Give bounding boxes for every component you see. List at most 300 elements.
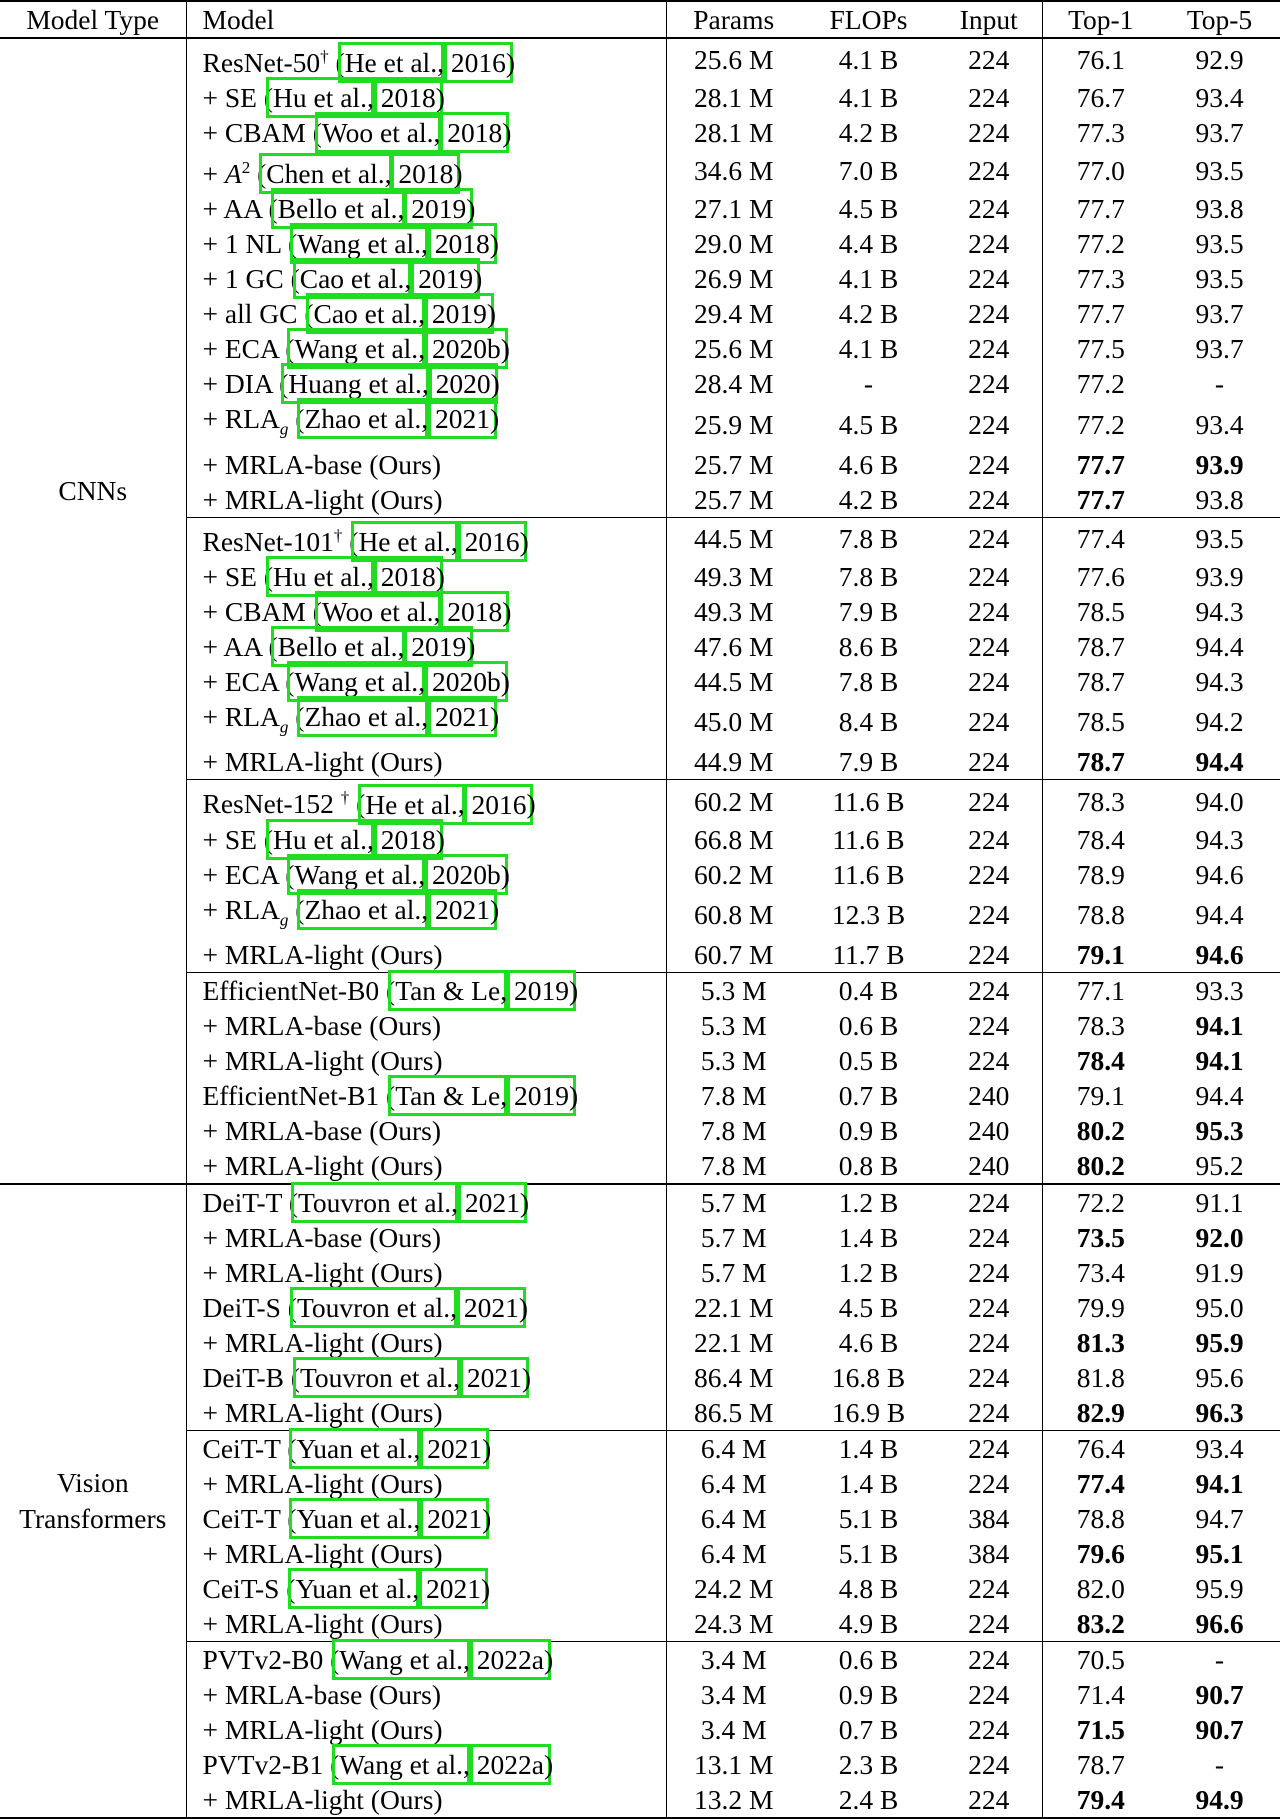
params-cell: 7.8 M [666,1113,801,1148]
top5-cell: 94.0 [1159,780,1280,822]
model-label-part: ) [500,665,510,697]
top1-cell: 78.9 [1042,857,1159,892]
input-cell: 224 [968,448,1010,480]
column-header-top5: Top-5 [1159,1,1280,38]
input-cell: 224 [968,333,1010,365]
model-label-part: ( [250,158,267,190]
table-row [0,1677,1280,1712]
model-label-part: + MRLA-light (Ours) [202,1257,443,1289]
top5-cell: 95.9 [1195,1327,1244,1359]
input-cell: 224 [968,117,1010,149]
model-label-part: ) [521,1362,532,1394]
input-cell: 224 [968,1608,1010,1640]
model-label-part: ( [328,47,345,79]
flops-cell: 2.4 B [838,1784,899,1816]
model-cell [186,191,666,226]
table-row [0,226,1280,261]
column-header-top1: Top-1 [1042,1,1159,38]
top1-cell: 77.5 [1042,331,1159,366]
flops-cell: 4.1 B [838,263,899,295]
citation-link[interactable]: 2019 [411,258,480,299]
params-cell: 6.4 M [666,1431,801,1467]
citation-link[interactable]: 2019 [404,626,473,667]
citation-link[interactable]: Wang et al. [287,328,425,369]
citation-link[interactable]: 2021 [420,1498,489,1539]
table-row [0,1536,1280,1571]
table-row [0,482,1280,518]
citation-link[interactable]: Tan & Le [388,970,507,1011]
model-label-part: , [418,298,432,330]
model-cell [186,482,666,518]
model-label-part: , [450,1292,464,1324]
top1-cell: 71.4 [1042,1677,1159,1712]
citation-link[interactable]: 2021 [420,1428,489,1469]
citation-link[interactable]: Zhao et al. [297,398,428,439]
top1-cell: 77.7 [1042,447,1159,482]
top5-cell: 93.7 [1195,298,1244,330]
params-cell: 60.8 M [666,892,801,938]
top5-cell: 94.3 [1195,823,1244,855]
model-label-part: ) [544,1749,554,1781]
top5-cell: 94.4 [1195,1080,1244,1112]
params-cell: 13.1 M [666,1747,801,1782]
input-cell: 224 [968,665,1010,697]
table-row [0,822,1280,857]
model-cell [186,150,666,191]
top5-cell: 93.5 [1195,263,1244,295]
params-cell: 49.3 M [666,594,801,629]
flops-cell: 0.7 B [838,1080,899,1112]
citation-link[interactable]: Yuan et al. [289,1498,420,1539]
model-label-part: DeiT-S ( [202,1292,297,1324]
flops-cell: 0.8 B [838,1150,899,1182]
flops-cell: - [863,368,874,400]
flops-cell: 7.8 B [838,665,899,697]
flops-cell: 7.8 B [801,517,936,559]
flops-cell: 4.8 B [838,1573,899,1605]
top5-cell: 94.9 [1195,1784,1244,1816]
model-cell [186,699,666,745]
model-label-part: + ECA ( [202,333,295,365]
top5-cell: 94.6 [1195,939,1244,971]
params-cell: 5.7 M [666,1220,801,1255]
model-cell [186,401,666,447]
model-label-part: + ECA ( [202,858,295,890]
citation-link[interactable]: 2018 [440,591,509,632]
citation-link[interactable]: Wang et al. [332,1744,470,1785]
model-label-part: + SE ( [202,82,274,114]
params-cell: 28.1 M [666,115,801,150]
citation-link[interactable]: 2021 [419,1568,488,1609]
top1-cell: 78.8 [1042,892,1159,938]
input-cell: 224 [968,1292,1010,1324]
model-label-part: EfficientNet-B1 ( [202,1080,396,1112]
model-label-part: + [202,158,225,190]
top5-cell: 94.4 [1195,746,1244,778]
model-label-part: ) [482,1503,492,1535]
citation-link[interactable]: Yuan et al. [289,1428,420,1469]
flops-cell: 8.6 B [838,630,899,662]
citation-link[interactable]: Tan & Le [388,1075,507,1116]
citation-link[interactable]: Touvron et al. [291,1182,458,1223]
flops-cell: 8.4 B [838,706,899,738]
citation-link[interactable]: 2020b [425,661,508,702]
model-label-part: , [421,893,436,925]
model-cell [186,1078,666,1113]
model-label-part: + MRLA-base (Ours) [202,1010,442,1042]
model-label-part: ) [490,700,500,732]
flops-cell: 4.4 B [838,228,899,260]
subscript: g [279,717,289,737]
flops-cell: 12.3 B [831,898,906,930]
citation-link[interactable]: He et al. [351,521,457,562]
model-label-part: , [384,158,399,190]
citation-link[interactable]: He et al. [338,42,444,83]
citation-link[interactable]: Woo et al. [315,112,441,153]
citation-link[interactable]: 2021 [458,1182,527,1223]
model-label-part: ) [490,403,500,435]
citation-link[interactable]: Wang et al. [287,661,425,702]
model-label-part: CeiT-T ( [202,1433,297,1465]
flops-cell: 5.1 B [838,1503,899,1535]
flops-cell: 7.0 B [838,155,899,187]
params-cell: 26.9 M [666,261,801,296]
table-row [0,1395,1280,1431]
model-label-part: + CBAM ( [202,595,322,627]
model-label-part: , [413,1433,428,1465]
model-label-part: , [412,1573,427,1605]
top1-cell: 79.9 [1042,1290,1159,1325]
input-cell: 240 [968,1080,1010,1112]
flops-cell: 0.5 B [838,1045,899,1077]
top5-cell: 94.7 [1195,1503,1244,1535]
top1-cell: 77.6 [1042,559,1159,594]
flops-cell: 16.8 B [831,1362,906,1394]
citation-link[interactable]: 2019 [507,1075,576,1116]
model-label-part: ) [490,368,500,400]
citation-link[interactable]: Hu et al. [266,819,374,860]
model-label-part: ( [288,403,305,435]
top5-cell: 96.6 [1195,1608,1244,1640]
model-label-part: + MRLA-light (Ours) [202,1608,443,1640]
model-label-part: ) [505,47,515,79]
citation-link[interactable]: 2018 [428,223,497,264]
model-label-part: , [453,1362,467,1394]
input-cell: 224 [936,1642,1042,1678]
input-cell: 224 [968,1327,1010,1359]
table-row [0,331,1280,366]
input-cell: 224 [936,1184,1042,1220]
top1-cell: 77.3 [1042,115,1159,150]
citation-link[interactable]: 2016 [458,521,527,562]
params-cell: 47.6 M [666,629,801,664]
params-cell: 29.4 M [666,296,801,331]
model-cell [186,1466,666,1501]
subscript: g [279,910,289,930]
params-cell: 6.4 M [666,1466,801,1501]
flops-cell: 7.8 B [838,560,899,592]
citation-link[interactable]: 2021 [428,889,497,930]
citation-link[interactable]: 2018 [374,819,443,860]
top5-cell: 93.4 [1195,408,1244,440]
params-cell: 24.3 M [666,1606,801,1642]
table-row [0,1606,1280,1642]
model-cell [186,1536,666,1571]
top1-cell: 78.5 [1042,594,1159,629]
flops-cell: 4.9 B [838,1608,899,1640]
citation-link[interactable]: Huang et al. [281,363,429,404]
flops-cell: 1.2 B [838,1257,899,1289]
model-label-part: ) [481,1573,491,1605]
citation-link[interactable]: 2021 [428,398,497,439]
model-cell [186,1325,666,1360]
citation-link[interactable]: 2021 [457,1287,526,1328]
flops-cell: 4.2 B [838,117,899,149]
model-cell [186,1113,666,1148]
model-cell [186,80,666,115]
table-row [0,664,1280,699]
table-row [0,447,1280,482]
params-cell: 34.6 M [666,150,801,191]
model-cell [186,892,666,938]
model-label-part: + RLA [202,700,280,732]
model-type-label: Vision Transformers [19,1467,167,1535]
table-row [0,1008,1280,1043]
input-cell: 384 [968,1503,1010,1535]
top1-cell: 83.2 [1042,1606,1159,1642]
citation-link[interactable]: 2016 [464,784,533,825]
top1-cell: 82.9 [1042,1395,1159,1431]
input-cell: 224 [968,1468,1010,1500]
model-cell [186,664,666,699]
model-cell [186,857,666,892]
input-cell: 224 [968,1679,1010,1711]
table-row [0,1431,1280,1467]
flops-cell: 11.7 B [832,939,905,971]
table-row [0,115,1280,150]
superscript: † [320,47,329,66]
model-type-cell [0,1184,186,1818]
top5-cell: 95.1 [1195,1538,1244,1570]
model-cell [186,1571,666,1606]
model-label-part: + MRLA-light (Ours) [202,1714,443,1746]
model-label-part: ResNet-101 [202,525,334,557]
citation-link[interactable]: 2022a [470,1639,551,1680]
model-label-part: , [366,823,381,855]
citation-link[interactable]: 2021 [428,696,497,737]
model-label-part: ) [435,560,445,592]
citation-link[interactable]: 2020 [429,363,498,404]
table-row [0,1501,1280,1536]
input-cell: 224 [968,368,1010,400]
citation-link[interactable]: Chen et al. [259,153,391,194]
model-label-part: + MRLA-light (Ours) [202,1784,443,1816]
flops-cell: 4.6 B [838,1327,899,1359]
citation-link[interactable]: Bello et al. [271,626,405,667]
model-label-part: + CBAM ( [202,117,322,149]
citation-link[interactable]: 2016 [444,42,513,83]
table-row [0,191,1280,226]
input-cell: 224 [968,1010,1010,1042]
flops-cell: 1.4 B [838,1468,899,1500]
top5-cell: 90.7 [1195,1679,1244,1711]
model-label-part: DeiT-T ( [202,1187,298,1219]
citation-link[interactable]: 2019 [404,188,473,229]
top5-cell: - [1214,368,1225,400]
citation-link[interactable]: Yuan et al. [288,1568,419,1609]
top1-cell: 73.4 [1042,1255,1159,1290]
top5-cell: 93.7 [1195,117,1244,149]
top5-cell: 92.0 [1195,1222,1244,1254]
model-label-part: + MRLA-base (Ours) [202,448,442,480]
citation-link[interactable]: He et al. [358,784,464,825]
model-label-part: DeiT-B ( [202,1362,301,1394]
table-row [0,150,1280,191]
model-label-part: + MRLA-light (Ours) [202,1327,443,1359]
top1-cell: 71.5 [1042,1712,1159,1747]
top5-cell: 96.3 [1195,1397,1244,1429]
top5-cell: 95.3 [1195,1115,1244,1147]
model-label-part: PVTv2-B0 ( [202,1644,340,1676]
model-label-part: ResNet-152 [202,788,341,820]
citation-link[interactable]: 2018 [374,77,443,118]
model-label-part: CeiT-T ( [202,1503,297,1535]
input-cell: 224 [968,939,1010,971]
citation-link[interactable]: Cao et al. [293,258,412,299]
top5-cell: 93.9 [1195,448,1244,480]
model-label-part: + SE ( [202,560,274,592]
top5-cell: 94.4 [1195,630,1244,662]
model-label-part: ) [466,630,476,662]
table-row [0,1255,1280,1290]
citation-link[interactable]: Bello et al. [271,188,405,229]
params-cell: 49.3 M [666,559,801,594]
model-label-part: + MRLA-light (Ours) [202,1397,443,1429]
top5-cell: 91.1 [1159,1184,1280,1220]
flops-cell: 16.9 B [831,1397,906,1429]
model-label-part: , [418,858,432,890]
model-label-part: ( [349,788,366,820]
model-label-part: + RLA [202,893,280,925]
model-cell [186,1043,666,1078]
citation-link[interactable]: Hu et al. [266,556,374,597]
params-cell: 60.7 M [666,937,801,973]
model-label-part: + AA ( [202,630,278,662]
input-cell: 224 [968,706,1010,738]
top5-cell: 90.7 [1195,1714,1244,1746]
citation-link[interactable]: 2018 [391,153,460,194]
input-cell: 224 [968,1222,1010,1254]
params-cell: 7.8 M [666,1148,801,1184]
model-label-part: ) [500,858,510,890]
model-label-part: ) [519,525,529,557]
top5-cell: 93.5 [1195,155,1244,187]
citation-link[interactable]: 2018 [374,556,443,597]
model-cell [186,1220,666,1255]
input-cell: 224 [968,298,1010,330]
citation-link[interactable]: Wang et al. [287,854,425,895]
flops-cell: 4.1 B [838,333,899,365]
model-label-part: , [421,368,436,400]
model-cell [186,1290,666,1325]
citation-link[interactable]: Zhao et al. [297,696,428,737]
table-row [0,38,1280,80]
table-row [0,296,1280,331]
citation-link[interactable]: 2019 [507,970,576,1011]
citation-link[interactable]: 2020b [425,854,508,895]
flops-cell: 4.2 B [838,483,899,515]
citation-link[interactable]: Touvron et al. [290,1287,457,1328]
input-cell: 224 [968,1573,1010,1605]
flops-cell: 11.6 B [832,823,905,855]
model-label-part: + MRLA-light (Ours) [202,1150,443,1182]
params-cell: 5.3 M [666,1043,801,1078]
model-cell [186,447,666,482]
table-row [0,744,1280,780]
model-label-part: , [500,1080,514,1112]
model-label-part: ( [288,893,305,925]
citation-link[interactable]: 2022a [470,1744,551,1785]
model-cell [186,594,666,629]
params-cell: 25.6 M [666,38,801,80]
model-label-part: , [397,630,412,662]
table-row [0,629,1280,664]
top5-cell: 93.3 [1159,973,1280,1009]
citation-link[interactable]: Touvron et al. [293,1357,460,1398]
model-label-part: ) [466,193,476,225]
model-cell [186,1008,666,1043]
table-row [0,1325,1280,1360]
table-row [0,517,1280,559]
model-cell [186,226,666,261]
table-row [0,80,1280,115]
top5-cell: 94.1 [1195,1010,1244,1042]
citation-link[interactable]: Woo et al. [315,591,441,632]
model-cell [186,115,666,150]
params-cell: 7.8 M [666,1078,801,1113]
params-cell: 25.7 M [666,447,801,482]
flops-cell: 0.6 B [801,1642,936,1678]
citation-link[interactable]: Wang et al. [290,223,428,264]
citation-link[interactable]: 2019 [425,293,494,334]
flops-cell: 5.1 B [838,1538,899,1570]
model-label-part: + MRLA-base (Ours) [202,1679,442,1711]
params-cell: 29.0 M [666,226,801,261]
top1-cell: 80.2 [1042,1113,1159,1148]
citation-link[interactable]: Cao et al. [306,293,425,334]
model-label-part: , [421,700,436,732]
table-row [0,937,1280,973]
citation-link[interactable]: Zhao et al. [297,889,428,930]
citation-link[interactable]: 2021 [460,1357,529,1398]
model-label-part: + MRLA-base (Ours) [202,1222,442,1254]
model-label-part: , [457,788,472,820]
table-row [0,1290,1280,1325]
params-cell: 28.4 M [666,366,801,401]
model-label-part: , [421,403,436,435]
input-cell: 240 [968,1115,1010,1147]
params-cell: 5.7 M [666,1255,801,1290]
citation-link[interactable]: Wang et al. [332,1639,470,1680]
citation-link[interactable]: 2018 [440,112,509,153]
superscript: 2 [241,158,251,178]
flops-cell: 4.5 B [838,1292,899,1324]
citation-link[interactable]: 2020b [425,328,508,369]
params-cell: 25.6 M [666,331,801,366]
input-cell: 224 [968,263,1010,295]
model-label-part: , [366,82,381,114]
citation-link[interactable]: Hu et al. [266,77,374,118]
